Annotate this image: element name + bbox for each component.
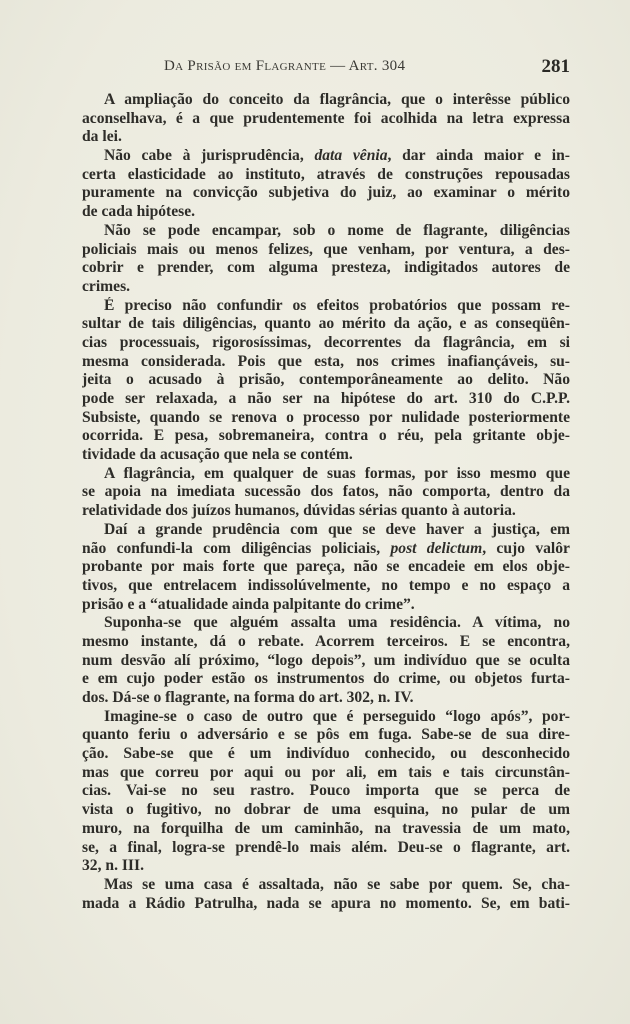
- text-line: Mas se uma casa é assaltada, não se sabe por quem. Se, cha-: [104, 875, 570, 893]
- text-line: da lei.: [82, 128, 122, 146]
- text-line: A flagrância, em qualquer de suas formas, por isso mesmo que: [104, 464, 570, 482]
- text-line: jeita o acusado à prisão, contemporâneamente ao delito. Não: [82, 371, 570, 389]
- text-line: Subsiste, quando se renova o processo por nulidade posteriormente: [82, 408, 570, 426]
- paragraph: [82, 91, 570, 147]
- paragraph: [82, 297, 570, 465]
- text-line: Suponha-se que alguém assalta uma residência. A vítima, no: [104, 614, 570, 632]
- text-line: mesmo instante, dá o rebate. Acorrem terceiros. E se encontra,: [82, 632, 570, 650]
- text-line: Não se pode encampar, sob o nome de flagrante, diligências: [104, 221, 570, 239]
- text-line: cias. Vai-se no seu rastro. Pouco importa que se perca de: [82, 782, 570, 800]
- text-line: e em cujo poder estão os instrumentos do crime, ou objetos furta-: [82, 670, 570, 688]
- text-line: cias processuais, rigorosíssimas, decorrentes da flagrância, em si: [82, 333, 570, 351]
- text-line: probante por mais forte que pareça, não se encadeie em elos obje-: [82, 558, 570, 576]
- text-line: Imagine-se o caso de outro que é perseguido “logo após”, por-: [104, 707, 570, 725]
- text-line: mesma considerada. Pois que esta, nos crimes inafiançáveis, su-: [82, 352, 570, 370]
- text-line: não confundi-la com diligências policiais, post delictum, cujo valôr: [82, 539, 570, 557]
- paragraph: [82, 521, 570, 614]
- text-line: de cada hipótese.: [82, 203, 196, 221]
- paragraph: [82, 465, 570, 521]
- text-line: ção. Sabe-se que é um indivíduo conhecido, ou desconhecido: [82, 745, 570, 763]
- text-line: mas que correu por aqui ou por ali, em tais e tais circunstân-: [82, 763, 570, 781]
- text-line: muro, na forquilha de um caminhão, na travessia de um mato,: [82, 819, 570, 837]
- text-line: Daí a grande prudência com que se deve haver a justiça, em: [104, 520, 570, 538]
- text-line: num desvão alí próximo, “logo depois”, um indivíduo que se oculta: [82, 651, 570, 669]
- page-number: 281: [541, 56, 570, 77]
- text-line: tivos, que entrelacem indissolúvelmente, no tempo e no espaço a: [82, 576, 570, 594]
- text-line: ocorrida. E pesa, sobremaneira, contra o réu, pela gritante obje-: [82, 427, 570, 445]
- text-line: cobrir e prender, com alguma presteza, indigitados autores de: [82, 259, 570, 277]
- paragraph: [82, 876, 570, 913]
- paragraph: [82, 614, 570, 707]
- paragraph: [82, 147, 570, 222]
- text-line: vista o fugitivo, no dobrar de uma esquina, no pular de um: [82, 801, 570, 819]
- text-line: tividade da acusação que nela se contém.: [82, 446, 353, 464]
- text-line: se, a final, logra-se prendê-lo mais além. Deu-se o flagrante, art.: [82, 838, 570, 856]
- text-line: prisão e a “atualidade ainda palpitante do crime”.: [82, 595, 415, 613]
- italic-phrase: post delictum: [390, 539, 483, 557]
- text-line: policiais mais ou menos felizes, que venham, por ventura, a des-: [82, 240, 570, 258]
- text-line: quanto feriu o adversário e se pôs em fuga. Sabe-se de sua dire-: [82, 726, 570, 744]
- paragraph: [82, 708, 570, 876]
- running-head: [82, 56, 570, 78]
- text-line: certa elasticidade ao instituto, através de construções repousadas: [82, 165, 570, 183]
- body-text: [82, 91, 570, 913]
- paragraph: [82, 222, 570, 297]
- italic-phrase: data vênia: [314, 147, 388, 165]
- text-line: puramente na convicção subjetiva do juiz, ao examinar o mérito: [82, 184, 570, 202]
- text-line: pode ser relaxada, a não ser na hipótese do art. 310 do C.P.P.: [82, 390, 570, 407]
- text-line: mada a Rádio Patrulha, nada se apura no momento. Se, em bati-: [82, 894, 570, 912]
- text-line: sultar de tais diligências, quanto ao mérito da ação, e as conseqüên-: [82, 315, 570, 333]
- text-line: se apoia na imediata sucessão dos fatos, não comporta, dentro da: [82, 483, 570, 501]
- text-line: 32, n. III.: [82, 857, 144, 875]
- running-head-title: Da Prisão em Flagrante — Art. 304: [164, 58, 406, 74]
- text-line: dos. Dá-se o flagrante, na forma do art. 302, n. IV.: [82, 689, 414, 706]
- text-line: É preciso não confundir os efeitos probatórios que possam re-: [104, 296, 570, 314]
- text-line: A ampliação do conceito da flagrância, que o interêsse público: [104, 91, 570, 108]
- text-line: Não cabe à jurisprudência, data vênia, dar ainda maior e in-: [104, 147, 570, 165]
- text-line: relatividade dos juízos humanos, dúvidas sérias quanto à autoria.: [82, 502, 516, 520]
- text-line: crimes.: [82, 277, 131, 295]
- text-line: aconselhava, é a que prudentemente foi acolhida na letra expressa: [82, 109, 570, 127]
